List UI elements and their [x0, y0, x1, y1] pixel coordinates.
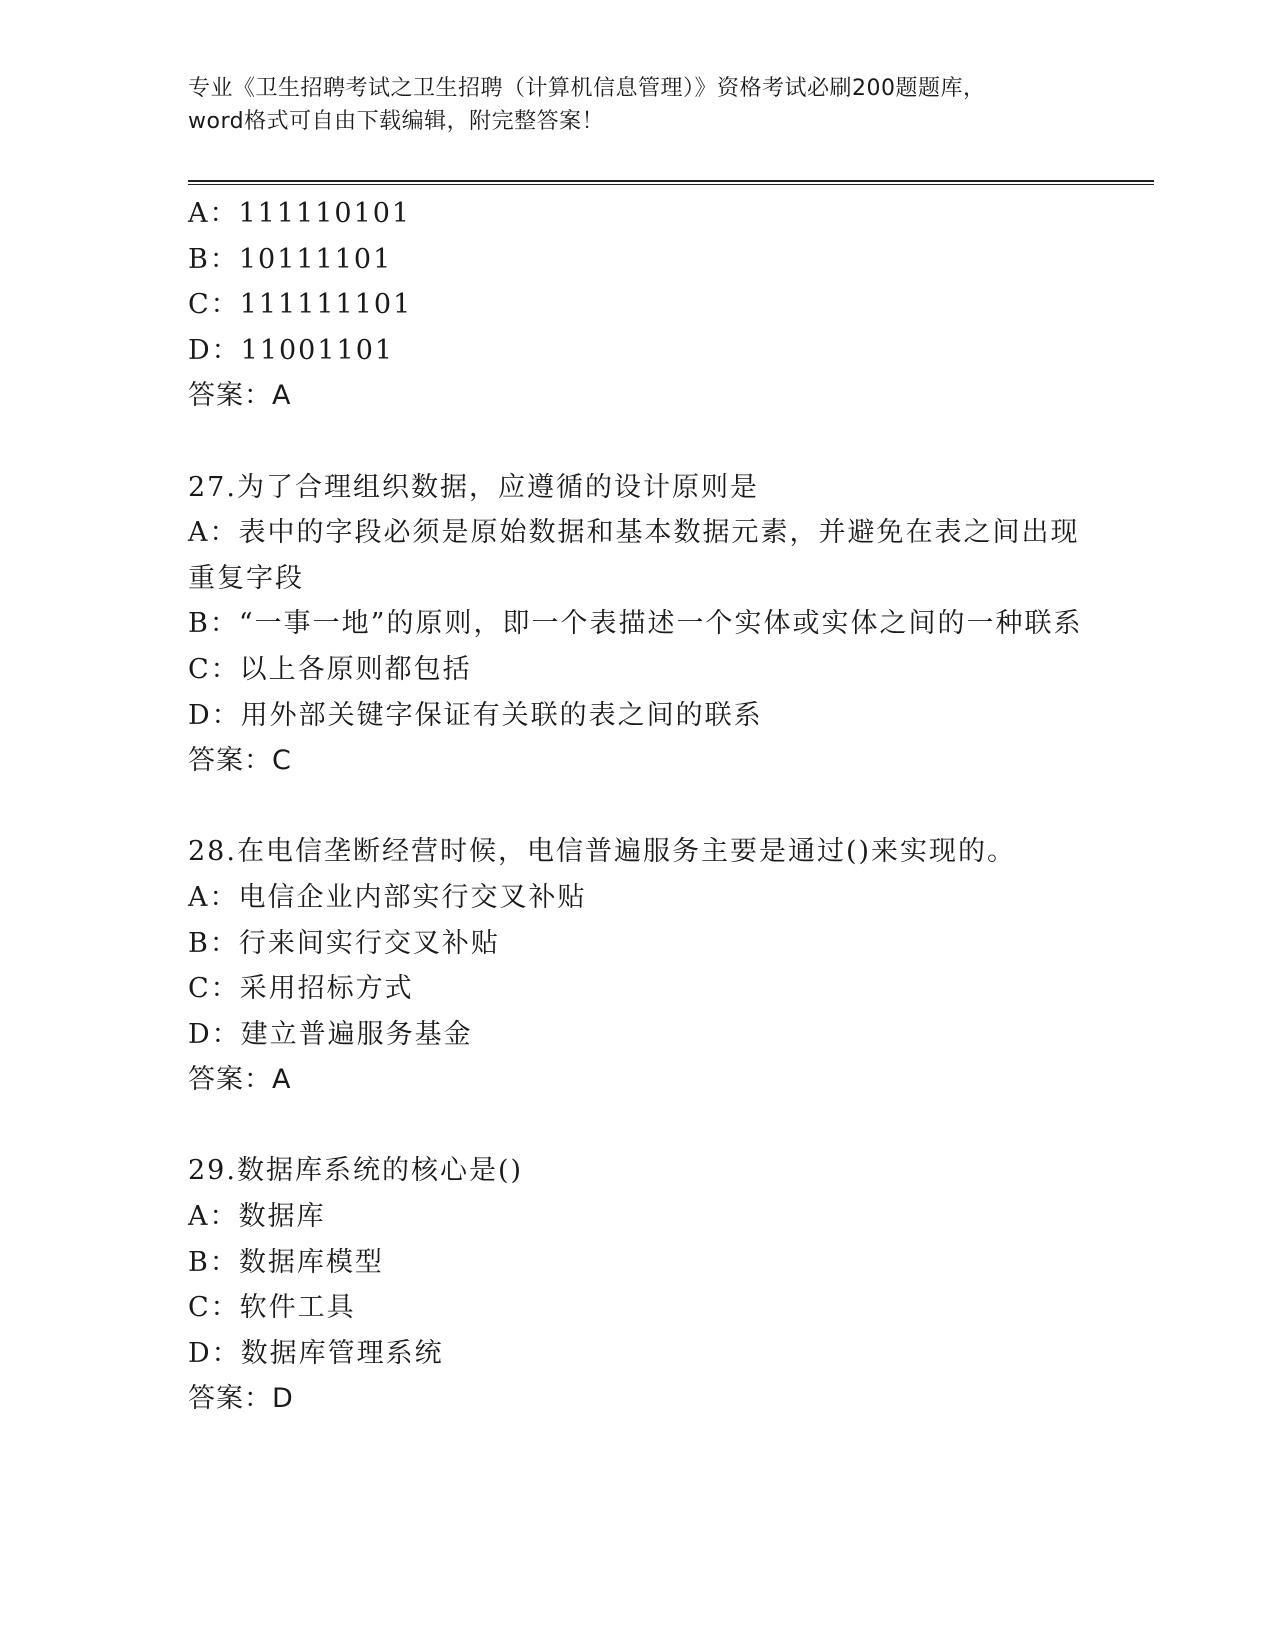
- option-c: C：采用招标方式: [188, 973, 414, 1005]
- answer: 答案：D: [188, 1383, 294, 1415]
- option-b: B：“一事一地”的原则，即一个表描述一个实体或实体之间的一种联系: [188, 608, 1083, 640]
- option-d: D：建立普遍服务基金: [188, 1018, 473, 1050]
- option-c: C：以上各原则都包括: [188, 653, 472, 685]
- option-b: B：10111101: [188, 243, 393, 275]
- question-29: [188, 1148, 1088, 1422]
- question-stem: 28.在电信垄断经营时候，电信普遍服务主要是通过()来实现的。: [188, 836, 1017, 868]
- option-b: B：行来间实行交叉补贴: [188, 927, 500, 959]
- option-c: C：111111101: [188, 289, 413, 321]
- option-d: D：11001101: [188, 334, 395, 366]
- header-line-1: 专业《卫生招聘考试之卫生招聘（计算机信息管理）》资格考试必刷200题题库，: [188, 76, 986, 101]
- option-b: B：数据库模型: [188, 1246, 384, 1278]
- option-a: A：数据库: [188, 1201, 326, 1233]
- answer: 答案：A: [188, 380, 292, 412]
- spacer: [188, 1103, 1088, 1149]
- question-26-continued: [188, 191, 1088, 419]
- option-d: D：数据库管理系统: [188, 1337, 444, 1369]
- option-d: D：用外部关键字保证有关联的表之间的联系: [188, 699, 763, 731]
- header-divider: [188, 180, 1154, 185]
- page-header: [188, 72, 1088, 138]
- question-27: [188, 465, 1088, 784]
- answer: 答案：C: [188, 745, 292, 777]
- spacer: [188, 419, 1088, 465]
- answer: 答案：A: [188, 1064, 292, 1096]
- header-line-2: word格式可自由下载编辑，附完整答案！: [188, 109, 605, 134]
- document-body: [188, 191, 1088, 1422]
- question-stem: 29.数据库系统的核心是(): [188, 1155, 524, 1187]
- option-a: A：电信企业内部实行交叉补贴: [188, 881, 587, 913]
- spacer: [188, 784, 1088, 830]
- option-c: C：软件工具: [188, 1292, 356, 1324]
- question-stem: 27.为了合理组织数据，应遵循的设计原则是: [188, 471, 759, 503]
- question-28: [188, 829, 1088, 1103]
- option-a: A：111110101: [188, 198, 412, 229]
- option-a: A：表中的字段必须是原始数据和基本数据元素，并避免在表之间出现重复字段: [188, 517, 1080, 594]
